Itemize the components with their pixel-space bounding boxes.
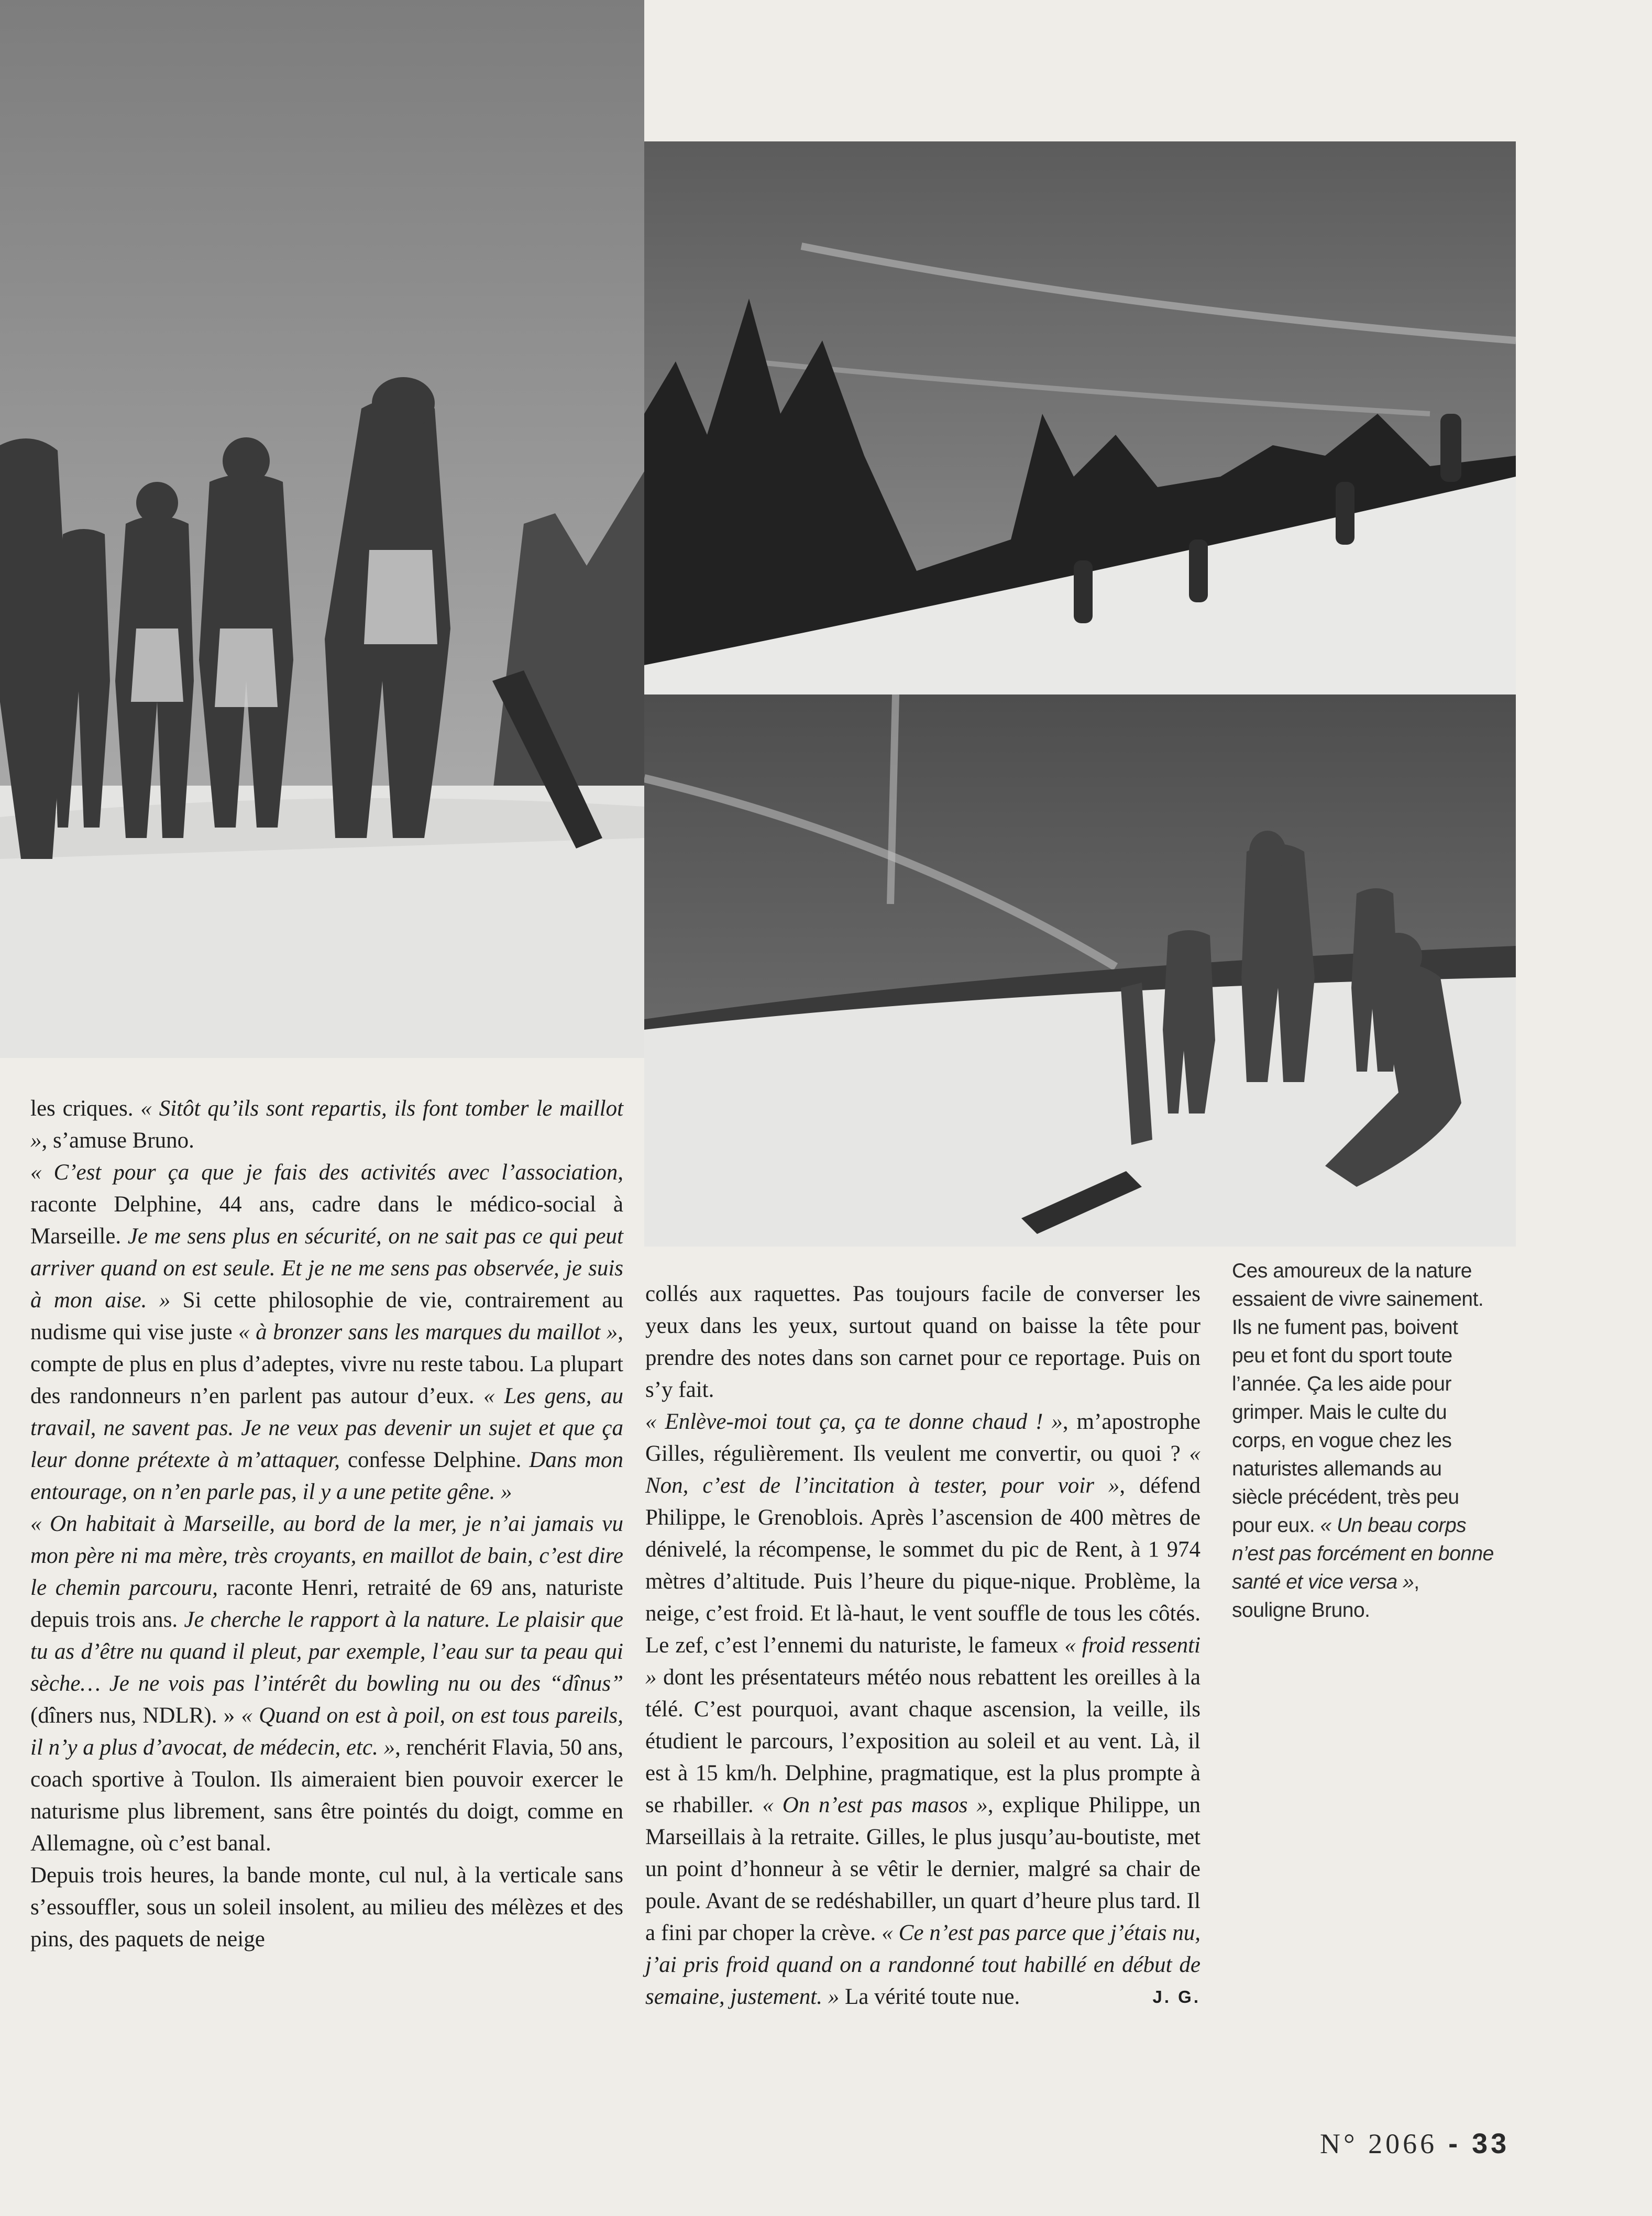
text-run: collés aux raquettes. Pas toujours facile de converser les yeux dans les yeux, surtout quand on baisse la tête pour prendre des notes dans son carnet pour ce reportage. Puis on s’y fait. bbox=[645, 1282, 1201, 1402]
quote-run: Je me sens plus en sécurité, on ne sait pas ce qui peut arriver quand on est seule. Et je ne me sens pas observée, je suis à mon aise. » bbox=[30, 1224, 623, 1313]
paragraph bbox=[645, 1406, 1201, 2013]
text-run: Si cette philosophie de vie, contrairement au nudisme qui vise juste bbox=[30, 1288, 623, 1344]
text-run: , s’amuse Bruno. bbox=[41, 1128, 194, 1153]
text-run: Depuis trois heures, la bande monte, cul nul, à la verticale sans s’essouffler, sous un soleil insolent, au milieu des mélèzes et des pins, des paquets de neige bbox=[30, 1863, 623, 1952]
quote-run: « Non, c’est de l’incitation à tester, pour voir » bbox=[645, 1441, 1201, 1498]
author-signature: J. G. bbox=[1152, 1987, 1201, 2006]
page-folio bbox=[1320, 2127, 1510, 2160]
quote-run: « Ce n’est pas parce que j’étais nu, j’ai pris froid quand on a randonné tout habillé en début de semaine, justement. » bbox=[645, 1921, 1201, 2009]
text-run: , renchérit Flavia, 50 ans, coach sportive à Toulon. Ils aimeraient bien pouvoir exercer le naturisme plus librement, sans être pointés du doigt, comme en Allemagne, où c’est banal. bbox=[30, 1735, 623, 1856]
text-run: , m’apostrophe Gilles, régulièrement. Ils veulent me convertir, ou quoi ? bbox=[645, 1409, 1201, 1466]
quote-run: « Les gens, au travail, ne savent pas. Je ne veux pas devenir un sujet et que ça leur donne prétexte à m’attaquer, bbox=[30, 1384, 623, 1472]
text-run: raconte Henri, retraité de 69 ans, naturiste depuis trois ans. bbox=[30, 1575, 623, 1632]
text-run: , défend Philippe, le Grenoblois. Après l’ascension de 400 mètres de dénivelé, la récompense, le sommet du pic de Rent, à 1 974 mètres d’altitude. Puis l’heure du pique-nique. Problème, la neige, c’est froid. Et là-haut, le vent souffle de tous les côtés. Le zef, c’est l’ennemi du naturiste, le fameux bbox=[645, 1473, 1201, 1658]
text-run: (dîners nus, NDLR). » bbox=[30, 1703, 241, 1728]
text-run: confesse Delphine. bbox=[347, 1448, 530, 1472]
page-number: 33 bbox=[1472, 2128, 1510, 2159]
article-column-1 bbox=[30, 1093, 623, 1955]
quote-run: « froid ressenti » bbox=[645, 1633, 1201, 1690]
text-run: , explique Philippe, un Marseillais à la retraite. Gilles, le plus jusqu’au-boutiste, met un point d’honneur à se vêtir le dernier, malgré sa chair de poule. Avant de se redéshabiller, un quart d’heure plus tard. Il a fini par choper la crève. bbox=[645, 1793, 1201, 1945]
text-run: raconte Delphine, 44 ans, cadre dans le médico-social à Marseille. bbox=[30, 1192, 623, 1249]
quote-run: « à bronzer sans les marques du maillot » bbox=[238, 1320, 618, 1344]
quote-run: Je cherche le rapport à la nature. Le plaisir que tu as d’être nu quand il pleut, par exemple, l’eau sur ta peau qui sèche… Je ne vois pas l’intérêt du bowling nu ou des “dînus” bbox=[30, 1607, 623, 1696]
photo-caption bbox=[1232, 1257, 1494, 1625]
caption-quote: « Un beau corps n’est pas forcément en bonne santé et vice versa » bbox=[1232, 1514, 1494, 1593]
text-run: La vérité toute nue. bbox=[839, 1985, 1020, 2009]
caption-text: Ces amoureux de la nature essaient de vivre sainement. Ils ne fument pas, boivent peu et font du sport toute l’année. Ça les aide pour grimper. Mais le culte du corps, en vogue chez les naturistes allemands au siècle précédent, très peu pour eux. bbox=[1232, 1260, 1484, 1537]
quote-run: « On habitait à Marseille, au bord de la mer, je n’ai jamais vu mon père ni ma mère, très croyants, en maillot de bain, c’est dire le chemin parcouru, bbox=[30, 1512, 623, 1600]
quote-run: « Sitôt qu’ils sont repartis, ils font tomber le maillot » bbox=[30, 1096, 624, 1153]
quote-run: « C’est pour ça que je fais des activités avec l’association, bbox=[30, 1160, 623, 1185]
quote-run: « Quand on est à poil, on est tous pareils, il n’y a plus d’avocat, de médecin, etc. » bbox=[30, 1703, 624, 1760]
photo-hikers-climbing-slope bbox=[644, 141, 1516, 694]
paragraph bbox=[30, 1508, 623, 1859]
paragraph bbox=[30, 1156, 623, 1508]
quote-run: « Enlève-moi tout ça, ça te donne chaud ! » bbox=[645, 1409, 1063, 1434]
photo-hikers-from-behind bbox=[0, 0, 644, 1058]
folio-separator: - bbox=[1437, 2128, 1472, 2159]
text-run: les criques. bbox=[30, 1096, 141, 1121]
quote-run: « On n’est pas masos » bbox=[762, 1793, 988, 1817]
article-column-2 bbox=[645, 1278, 1201, 2013]
paragraph bbox=[30, 1859, 623, 1955]
paragraph bbox=[30, 1093, 623, 1156]
text-run: dont les présentateurs météo nous rebattent les oreilles à la télé. C’est pourquoi, avant chaque ascension, la veille, ils étudient le parcours, l’exposition au soleil et au vent. Là, il est à 15 km/h. Delphine, pragmatique, est la plus prompte à se rhabiller. bbox=[645, 1665, 1201, 1817]
caption-text: , souligne Bruno. bbox=[1232, 1571, 1419, 1622]
text-run: , compte de plus en plus d’adeptes, vivre nu reste tabou. La plupart des randonneurs n’en parlent pas autour d’eux. bbox=[30, 1320, 624, 1408]
paragraph bbox=[645, 1278, 1201, 1406]
photo-group-resting-on-snow bbox=[644, 694, 1516, 1247]
quote-run: Dans mon entourage, on n’en parle pas, il y a une petite gêne. » bbox=[30, 1448, 623, 1504]
issue-number: N° 2066 bbox=[1320, 2128, 1438, 2159]
